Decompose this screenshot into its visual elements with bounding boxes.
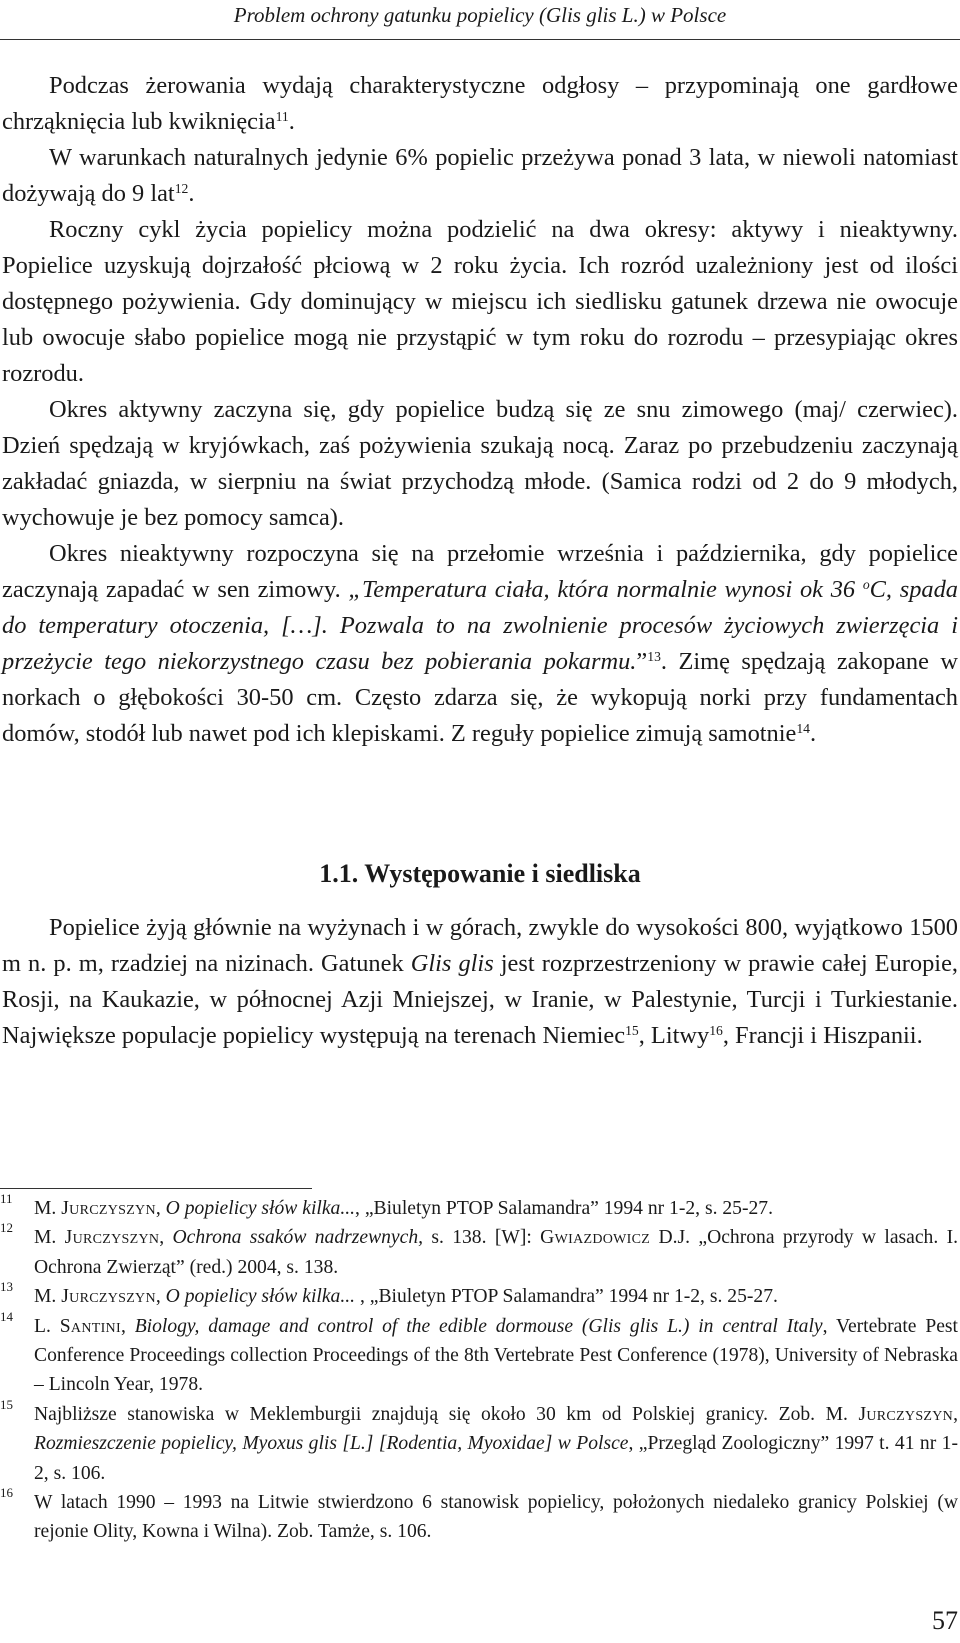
header-rule (0, 39, 960, 40)
footnote-number: 12 (0, 1220, 13, 1236)
footnote-ref: 13 (647, 648, 661, 664)
footnote-ref: 14 (796, 720, 810, 736)
footnote-number: 11 (0, 1191, 13, 1206)
footnote-ref: 11 (275, 108, 289, 124)
running-head: Problem ochrony gatunku popielicy (Glis glis L.) w Polsce (233, 3, 727, 27)
paragraph: Podczas żerowania wydają charakterystyczne odgłosy – przypominają one gardłowe chrząknięcia lub kwiknięcia$^{11}$. (2, 72, 958, 135)
footnote-ref: 15 (625, 1022, 639, 1038)
footnote-number: 13 (0, 1279, 13, 1295)
footnote: 16 W latach 1990 – 1993 na Litwie stwierdzono 6 stanowisk popielicy, położonych niedaleko granicy Polskiej (w rejonie Olity, Kowna i Wilna). Zob. Tamże, s. 106. (0, 1485, 958, 1543)
footnote-ref: 16 (709, 1022, 723, 1038)
footnote-number: 16 (0, 1485, 13, 1501)
paragraph: Okres nieaktywny rozpoczyna się na przełomie września i października, gdy popielice zaczynają zapadać w sen zimowy. „Temperatura ciała, która normalnie wynosi ok 36 $^o$C, spada do temperatury otoczenia, […]. Pozwala to na zwolnienie procesów życiowych zwierzęcia i przeżycie tego niekorzystnego czasu bez pobierania pokarmu.”$^{13}$. Zimę spędzają zakopane w norkach o głębokości 30-50 cm. Często zdarza się, że wykopują norki przy fundamentach domów, stodół lub nawet pod ich klepiskami. Z reguły popielice zimują samotnie$^{14}$. (2, 540, 958, 747)
footnote: 13 M. Jurczyszyn, O popielicy słów kilka... , „Biuletyn PTOP Salamandra” 1994 nr 1-2, s. 25-27. (0, 1279, 778, 1308)
section-heading: 1.1. Występowanie i siedliska (319, 859, 641, 888)
footnote-rule (0, 1188, 312, 1189)
footnote: 11 M. Jurczyszyn, O popielicy słów kilka..., „Biuletyn PTOP Salamandra” 1994 nr 1-2, s. 25-27. (0, 1191, 773, 1219)
footnote: 14 L. Santini, Biology, damage and control of the edible dormouse (Glis glis L.) in central Italy, Vertebrate Pest Conference Proceedings collection Proceedings of the 8th Vertebrate Pest Conference (1978), University of Nebraska – Lincoln Year, 1978. (0, 1308, 958, 1396)
footnote-number: 14 (0, 1308, 13, 1324)
paragraph: Popielice żyją głównie na wyżynach i w górach, zwykle do wysokości 800, wyjątkowo 1500 m n. p. m, rzadziej na nizinach. Gatunek Glis glis jest rozprzestrzeniony w prawie całej Europie, Rosji, na Kaukazie, w północnej Azji Mniejszej, w Iranie, w Palestynie, Turcji i Turkiestanie. Największe populacje popielicy występują na terenach Niemiec$^{15}$, Litwy$^{16}$, Francji i Hiszpanii. (2, 914, 958, 1049)
main-text (2, 68, 958, 752)
quote: „Temperatura ciała, która normalnie wynosi ok 36 $^o$C, spada do temperatury otoczenia, […]. Pozwala to na zwolnienie procesów życiowych zwierzęcia i przeżycie tego niekorzystnego czasu bez pobierania pokarmu. (2, 576, 958, 675)
section-text (2, 910, 958, 1054)
paragraph: W warunkach naturalnych jedynie 6% popielic przeżywa ponad 3 lata, w niewoli natomiast dożywają do 9 lat$^{12}$. (2, 144, 958, 207)
paragraph: Okres aktywny zaczyna się, gdy popielice budzą się ze snu zimowego (maj/ czerwiec). Dzień spędzają w kryjówkach, zaś pożywienia szukają nocą. Zaraz po przebudzeniu zaczynają zakładać gniazda, w sierpniu na świat przychodzą młode. (Samica rodzi od 2 do 9 młodych, wychowuje je bez pomocy samca). (2, 396, 958, 531)
footnote: 12 M. Jurczyszyn, Ochrona ssaków nadrzewnych, s. 138. [W]: Gwiazdowicz D.J. „Ochrona przyrody w lasach. I. Ochrona Zwierząt” (red.) 2004, s. 138. (0, 1220, 958, 1278)
footnote-number: 15 (0, 1396, 13, 1412)
paragraph: Roczny cykl życia popielicy można podzielić na dwa okresy: aktywy i nieaktywny. Popielice uzyskują dojrzałość płciową w 2 roku życia. Ich rozród uzależniony jest od ilości dostępnego pożywienia. Gdy dominujący w miejscu ich siedlisku gatunek drzewa nie owocuje lub owocuje słabo popielice mogą nie przystąpić w tym roku do rozrodu – przesypiając okres rozrodu. (2, 216, 958, 387)
footnote: 15 Najbliższe stanowiska w Meklemburgii znajdują się około 30 km od Polskiej granicy. Zob. M. Jurczyszyn, Rozmieszczenie popielicy, Myoxus glis [L.] [Rodentia, Myoxidae] w Polsce, „Przegląd Zoologiczny” 1997 t. 41 nr 1-2, s. 106. (0, 1396, 958, 1484)
footnote-ref: 12 (174, 180, 189, 196)
footnotes (0, 1191, 958, 1547)
page-number: 57 (932, 1606, 958, 1635)
